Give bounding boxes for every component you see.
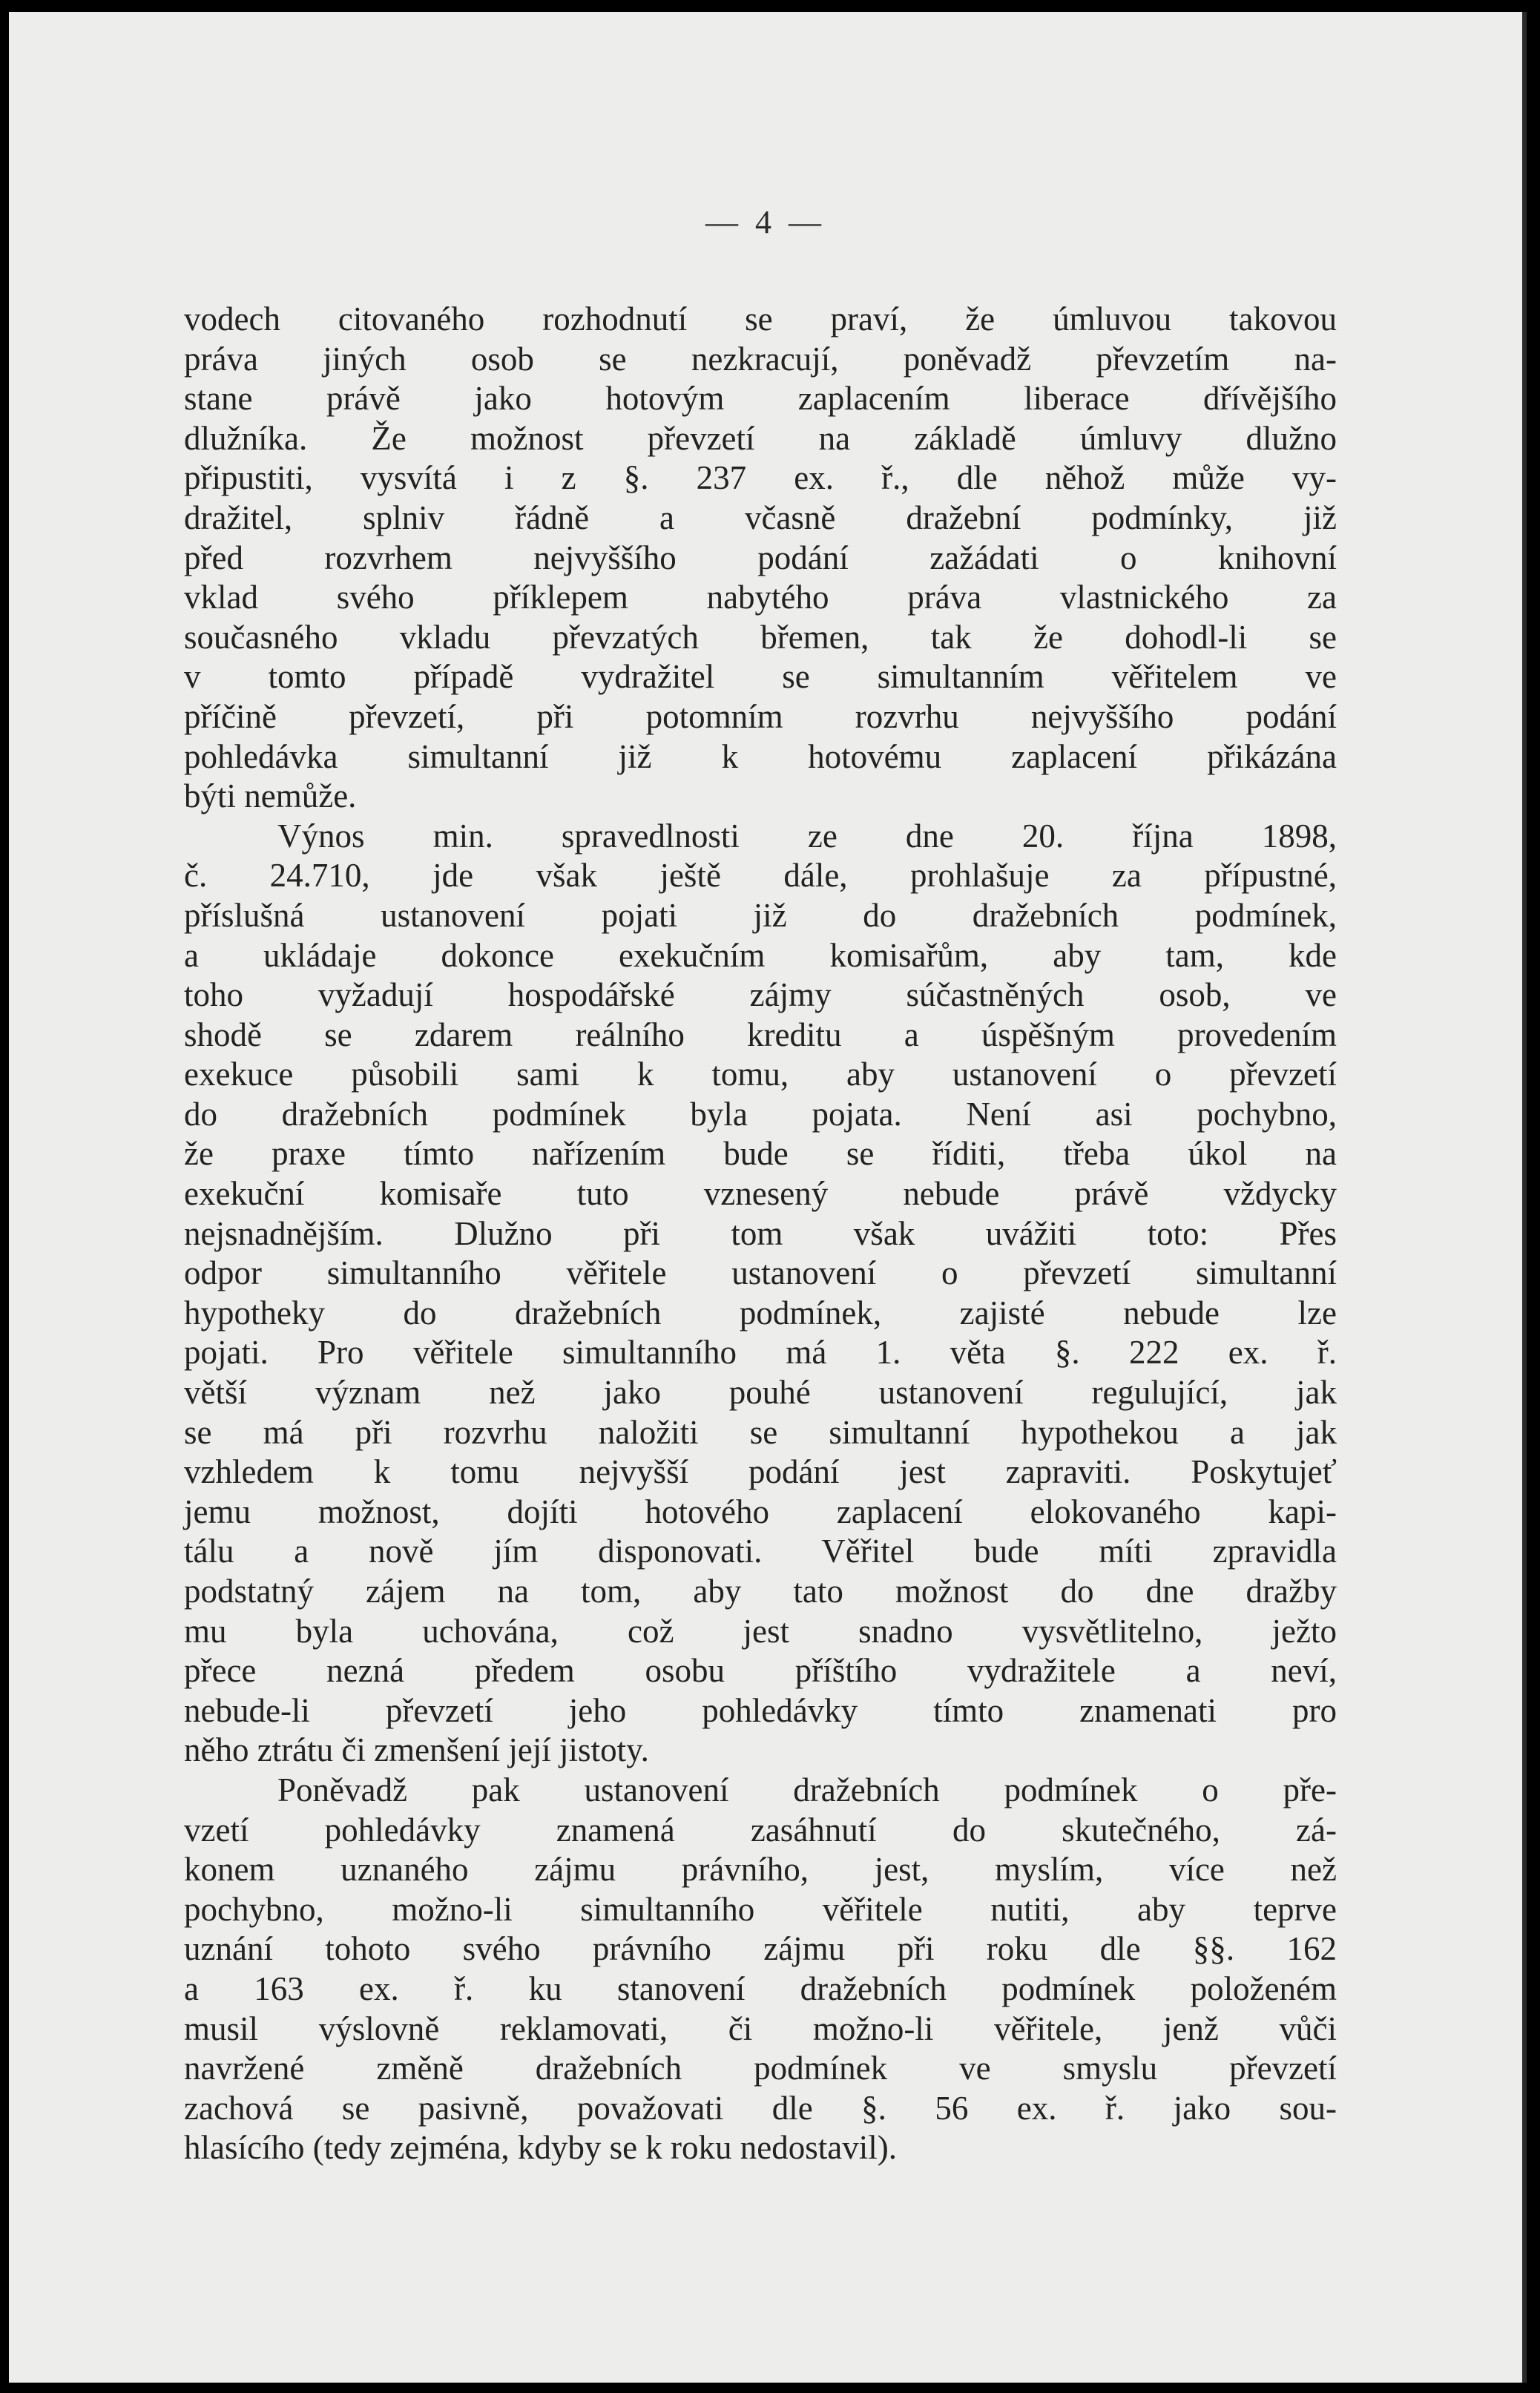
text-line: něho ztrátu či zmenšení její jistoty. (184, 1731, 649, 1769)
text-line: přece nezná předem osobu příštího vydražitele a neví, (184, 1652, 1337, 1690)
text-line: zachová se pasivně, považovati dle §. 56 ex. ř. jako sou- (184, 2089, 1337, 2127)
text-line: a ukládaje dokonce exekučním komisařům, aby tam, kde (184, 936, 1337, 974)
text-line: vzhledem k tomu nejvyšší podání jest zapraviti. Poskytujeť (184, 1453, 1337, 1491)
text-line: větší význam než jako pouhé ustanovení regulující, jak (184, 1374, 1337, 1412)
text-line: toho vyžadují hospodářské zájmy súčastněných osob, ve (184, 976, 1337, 1014)
text-line: že praxe tímto nařízením bude se říditi, třeba úkol na (184, 1135, 1337, 1173)
text-line: před rozvrhem nejvyššího podání zažádati o knihovní (184, 539, 1337, 576)
text-line: exekuce působili sami k tomu, aby ustanovení o převzetí (184, 1056, 1337, 1093)
text-line: podstatný zájem na tom, aby tato možnost do dne dražby (184, 1573, 1337, 1610)
document-page (9, 12, 1527, 2383)
text-line: pohledávka simultanní již k hotovému zaplacení přikázána (184, 737, 1337, 775)
text-line: shodě se zdarem reálního kreditu a úspěšným provedením (184, 1016, 1337, 1053)
text-line: příčině převzetí, při potomním rozvrhu nejvyššího podání (184, 697, 1337, 735)
text-line: do dražebních podmínek byla pojata. Není asi pochybno, (184, 1095, 1337, 1133)
text-line: dlužníka. Že možnost převzetí na základě úmluvy dlužno (184, 419, 1337, 457)
text-line: připustiti, vysvítá i z §. 237 ex. ř., dle něhož může vy- (184, 459, 1337, 497)
text-line: vodech citovaného rozhodnutí se praví, že úmluvou takovou (184, 300, 1337, 338)
text-line: vklad svého příklepem nabytého práva vlastnického za (184, 579, 1337, 616)
text-line: konem uznaného zájmu právního, jest, myslím, více než (184, 1851, 1337, 1889)
text-line: nebude-li převzetí jeho pohledávky tímto znamenati pro (184, 1691, 1337, 1729)
page-number: — 4 — (705, 204, 826, 240)
text-line: č. 24.710, jde však ještě dále, prohlašuje za přípustné, (184, 857, 1337, 895)
text-line: pochybno, možno-li simultanního věřitele nutiti, aby teprve (184, 1890, 1337, 1928)
text-line: Poněvadž pak ustanovení dražebních podmínek o pře- (277, 1771, 1337, 1808)
text-line: exekuční komisaře tuto vznesený nebude právě vždycky (184, 1175, 1337, 1213)
text-line: jemu možnost, dojíti hotového zaplacení elokovaného kapi- (184, 1492, 1337, 1530)
text-line: práva jiných osob se nezkracují, poněvadž převzetím na- (184, 340, 1337, 378)
text-line: navržené změně dražebních podmínek ve smyslu převzetí (184, 2050, 1337, 2087)
text-line: dražitel, splniv řádně a včasně dražební podmínky, již (184, 498, 1337, 536)
text-line: a 163 ex. ř. ku stanovení dražebních podmínek položeném (184, 1969, 1337, 2007)
text-line: nejsnadnějším. Dlužno při tom však uvážiti toto: Přes (184, 1214, 1337, 1252)
text-line: Výnos min. spravedlnosti ze dne 20. října 1898, (277, 817, 1337, 855)
text-line: hlasícího (tedy zejména, kdyby se k roku nedostavil). (184, 2129, 897, 2167)
text-line: příslušná ustanovení pojati již do dražebních podmínek, (184, 896, 1337, 934)
text-line: stane právě jako hotovým zaplacením liberace dřívějšího (184, 380, 1337, 418)
body-text (184, 300, 1337, 2168)
text-line: musil výslovně reklamovati, či možno-li věřitele, jenž vůči (184, 2009, 1337, 2047)
text-line: odpor simultanního věřitele ustanovení o převzetí simultanní (184, 1254, 1337, 1292)
text-line: současného vkladu převzatých břemen, tak že dohodl-li se (184, 618, 1337, 656)
text-line: mu byla uchována, což jest snadno vysvětlitelno, ježto (184, 1612, 1337, 1650)
text-line: býti nemůže. (184, 777, 357, 815)
text-line: v tomto případě vydražitel se simultanním věřitelem ve (184, 658, 1337, 696)
text-line: pojati. Pro věřitele simultanního má 1. věta §. 222 ex. ř. (184, 1334, 1337, 1372)
text-line: hypotheky do dražebních podmínek, zajisté nebude lze (184, 1294, 1337, 1332)
text-line: se má při rozvrhu naložiti se simultanní hypothekou a jak (184, 1413, 1337, 1451)
text-line: uznání tohoto svého právního zájmu při roku dle §§. 162 (184, 1930, 1337, 1968)
text-line: tálu a nově jím disponovati. Věřitel bude míti zpravidla (184, 1533, 1337, 1570)
text-line: vzetí pohledávky znamená zasáhnutí do skutečného, zá- (184, 1811, 1337, 1849)
